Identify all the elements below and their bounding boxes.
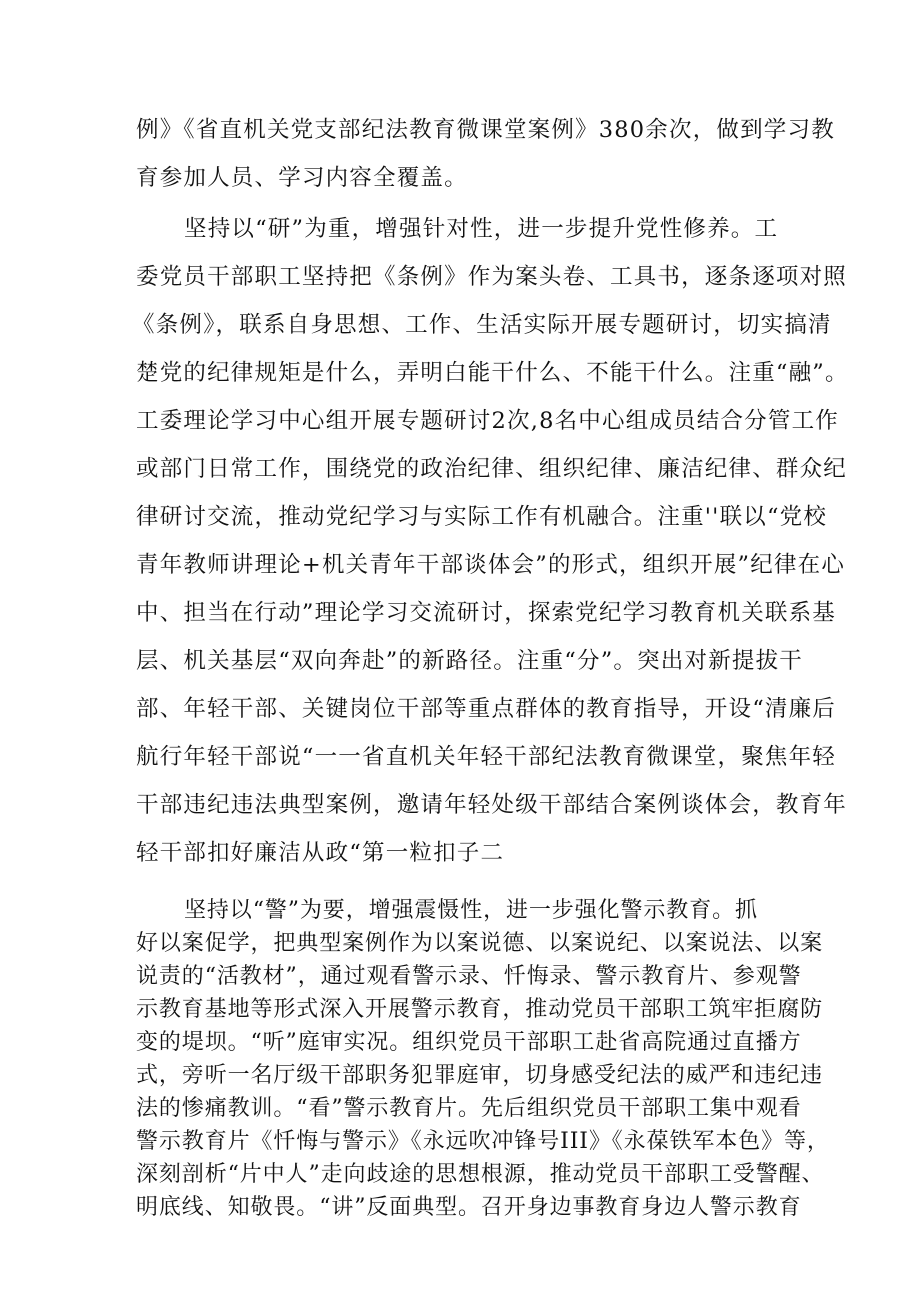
- text-line: 委党员干部职工坚持把《条例》作为案头卷、工具书，逐条逐项对照: [136, 264, 848, 290]
- text-line: 好以案促学，把典型案例作为以案说德、以案说纪、以案说法、以案: [136, 931, 824, 956]
- text-line: 部、年轻干部、关键岗位干部等重点群体的教育指导，开设“清廉后: [136, 696, 837, 722]
- text-line: 中、担当在行动”理论学习交流研讨，探索党纪学习教育机关联系基: [136, 600, 837, 626]
- text-line: 轻干部扣好廉洁从政“第一粒扣子二: [136, 840, 505, 866]
- text-line: 深刻剖析“片中人”走向歧途的思想根源，推动党员干部职工受警醒、: [136, 1162, 825, 1187]
- text-line: 例》《省直机关党支部纪法教育微课堂案例》380余次，做到学习教: [136, 117, 835, 143]
- text-line: 变的堤坝。“听”庭审实况。组织党员干部职工赴省高院通过直播方: [136, 1030, 802, 1055]
- text-line: 明底线、知敬畏。“讲”反面典型。召开身边事教育身边人警示教育: [136, 1195, 802, 1220]
- text-line: 干部违纪违法典型案例，邀请年轻处级干部结合案例谈体会，教育年: [136, 792, 848, 818]
- text-line: 式，旁听一名厅级干部职务犯罪庭审，切身感受纪法的威严和违纪违: [136, 1063, 824, 1088]
- text-line: 坚持以“研”为重，增强针对性，进一步提升党性修养。工: [184, 216, 779, 242]
- text-line: 或部门日常工作，围绕党的政治纪律、组织纪律、廉洁纪律、群众纪: [136, 456, 848, 482]
- text-line: 说责的“活教材”，通过观看警示录、忏悔录、警示教育片、参观警: [136, 964, 802, 989]
- text-line: 坚持以“警”为要，增强震慑性，进一步强化警示教育。抓: [184, 898, 758, 923]
- text-line: 法的惨痛教训。“看”警示教育片。先后组织党员干部职工集中观看: [136, 1096, 802, 1121]
- text-line: 警示教育片《忏悔与警示》《永远吹冲锋号III》《永葆铁军本色》等，: [136, 1129, 830, 1154]
- text-line: 楚党的纪律规矩是什么，弄明白能干什么、不能干什么。注重“融”。: [136, 360, 849, 386]
- text-line: 层、机关基层“双向奔赴”的新路径。注重“分”。突出对新提拔干: [136, 648, 804, 674]
- text-line: 《条例》，联系自身思想、工作、生活实际开展专题研讨，切实搞清: [132, 312, 832, 338]
- text-line: 育参加人员、学习内容全覆盖。: [136, 165, 468, 191]
- text-line: 航行年轻干部说“一一省直机关年轻干部纪法教育微课堂，聚焦年轻: [136, 744, 837, 770]
- text-line: 青年教师讲理论+机关青年干部谈体会”的形式，组织开展”纪律在心: [136, 552, 846, 578]
- text-line: 律研讨交流，推动党纪学习与实际工作有机融合。注重''联以“党校: [136, 504, 828, 530]
- text-line: 工委理论学习中心组开展专题研讨2次,8名中心组成员结合分管工作: [136, 408, 839, 434]
- text-line: 示教育基地等形式深入开展警示教育，推动党员干部职工筑牢拒腐防: [136, 997, 824, 1022]
